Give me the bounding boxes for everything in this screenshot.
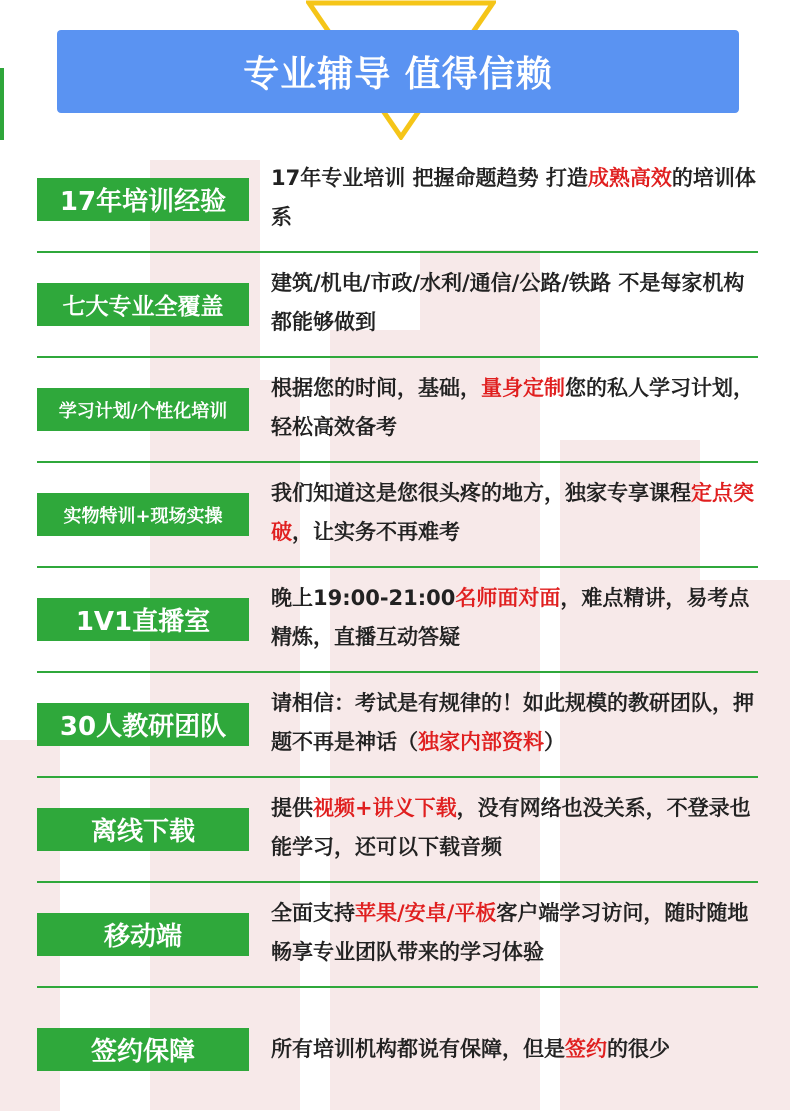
- feature-row: [37, 988, 758, 1083]
- feature-description: 我们知道这是您很头疼的地方，独家专享课程定点突破，让实务不再难考: [271, 481, 754, 544]
- feature-label: 实物特训+现场实操: [37, 493, 249, 536]
- feature-description: 所有培训机构都说有保障，但是签约的很少: [271, 1037, 670, 1061]
- left-accent-bar: [0, 68, 4, 140]
- feature-row: [37, 883, 758, 988]
- page-title: 专业辅导 值得信赖: [243, 54, 553, 95]
- feature-description: 请相信：考试是有规律的！如此规模的教研团队，押题不再是神话（独家内部资料）: [271, 691, 754, 754]
- feature-description: 根据您的时间，基础，量身定制您的私人学习计划，轻松高效备考: [271, 376, 754, 439]
- feature-label: 移动端: [37, 913, 249, 956]
- feature-label: 签约保障: [37, 1028, 249, 1071]
- feature-label: 学习计划/个性化培训: [37, 388, 249, 431]
- feature-row: [37, 358, 758, 463]
- feature-row: [37, 253, 758, 358]
- feature-description: 晚上19:00-21:00名师面对面，难点精讲，易考点精炼，直播互动答疑: [271, 586, 750, 649]
- feature-row: [37, 463, 758, 568]
- feature-label: 30人教研团队: [37, 703, 249, 746]
- feature-label: 1V1直播室: [37, 598, 249, 641]
- feature-label: 七大专业全覆盖: [37, 283, 249, 326]
- feature-label: 17年培训经验: [37, 178, 249, 221]
- feature-label: 离线下载: [37, 808, 249, 851]
- feature-row: [37, 568, 758, 673]
- feature-description: 17年专业培训 把握命题趋势 打造成熟高效的培训体系: [271, 166, 756, 229]
- feature-description: 提供视频+讲义下载，没有网络也没关系，不登录也能学习，还可以下载音频: [271, 796, 751, 859]
- feature-row: [37, 148, 758, 253]
- feature-row: [37, 778, 758, 883]
- feature-description: 全面支持苹果/安卓/平板客户端学习访问，随时随地畅享专业团队带来的学习体验: [271, 901, 749, 964]
- feature-description: 建筑/机电/市政/水利/通信/公路/铁路 不是每家机构都能够做到: [271, 271, 745, 334]
- header-banner: [57, 30, 739, 113]
- feature-row: [37, 673, 758, 778]
